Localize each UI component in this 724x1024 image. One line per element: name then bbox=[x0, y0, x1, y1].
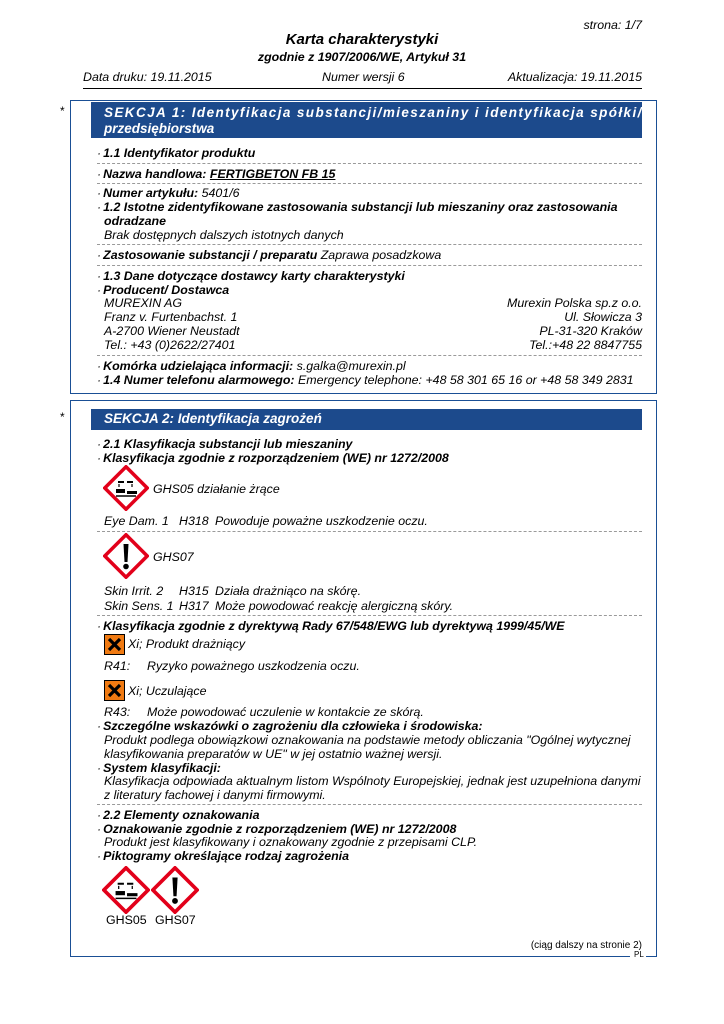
change-marker: * bbox=[60, 410, 65, 424]
distributor-city: PL-31-320 Kraków bbox=[539, 324, 642, 338]
xi-irritant-icon bbox=[104, 634, 125, 655]
bullet: · bbox=[97, 269, 102, 283]
product-identifier-heading: 1.1 Identyfikator produktu bbox=[103, 146, 256, 160]
identified-uses-heading-cont: odradzane bbox=[104, 214, 166, 228]
producer-name: MUREXIN AG bbox=[104, 296, 183, 310]
r43-code: R43: bbox=[104, 705, 131, 719]
emergency-label: 1.4 Numer telefonu alarmowego: bbox=[103, 373, 295, 387]
header-rule bbox=[83, 88, 642, 89]
bullet: · bbox=[97, 761, 102, 775]
pictogram-ghs05-label: GHS05 bbox=[106, 913, 147, 927]
supplier-heading: 1.3 Dane dotyczące dostawcy karty charakterystyki bbox=[103, 269, 405, 283]
section-1-title-line1: SEKCJA 1: Identyfikacja substancji/mieszaniny i identyfikacja spółki/ bbox=[104, 105, 643, 120]
classification-system-line2: z literatury fachowej i danymi firmowymi. bbox=[104, 788, 326, 802]
identified-uses-note: Brak dostępnych dalszych istotnych danych bbox=[104, 228, 344, 242]
bullet: · bbox=[97, 719, 102, 733]
article-number: 5401/6 bbox=[201, 186, 240, 200]
section-2-title bbox=[91, 409, 642, 430]
producer-street: Franz v. Furtenbachst. 1 bbox=[104, 310, 238, 324]
clp-labelling-text: Produkt jest klasyfikowany i oznakowany zgodnie z przepisami CLP. bbox=[104, 835, 478, 849]
continued-note: (ciąg dalszy na stronie 2) bbox=[530, 940, 642, 951]
bullet: · bbox=[97, 808, 102, 822]
divider bbox=[97, 804, 642, 805]
document-subtitle: zgodnie z 1907/2006/WE, Artykuł 31 bbox=[257, 50, 467, 64]
divider bbox=[97, 265, 642, 266]
classification-heading: 2.1 Klasyfikacja substancji lub mieszaniny bbox=[103, 437, 353, 451]
distributor-phone: Tel.:+48 22 8847755 bbox=[529, 338, 642, 352]
ghs07-label: GHS07 bbox=[153, 550, 194, 564]
change-marker: * bbox=[60, 104, 65, 118]
divider bbox=[97, 615, 642, 616]
classification-system-heading: System klasyfikacji: bbox=[103, 761, 221, 775]
bullet: · bbox=[97, 619, 102, 633]
version-number: Numer wersji 6 bbox=[322, 70, 405, 84]
clp-classification-heading: Klasyfikacja zgodnie z rozporządzeniem (WE) nr 1272/2008 bbox=[103, 451, 449, 465]
producer-phone: Tel.: +43 (0)2622/27401 bbox=[104, 338, 236, 352]
r41-text: Ryzyko poważnego uszkodzenia oczu. bbox=[147, 659, 360, 673]
divider bbox=[97, 531, 642, 532]
r43-text: Może powodować uczulenie w kontakcie ze skórą. bbox=[147, 705, 424, 719]
bullet: · bbox=[97, 373, 102, 387]
skin-irrit-code: H315 bbox=[179, 584, 209, 598]
clp-labelling-heading: Oznakowanie zgodnie z rozporządzeniem (WE) nr 1272/2008 bbox=[103, 822, 457, 836]
trade-name-label: Nazwa handlowa: bbox=[103, 167, 207, 181]
ghs05-corrosion-icon bbox=[103, 465, 149, 511]
footer-rule bbox=[70, 956, 630, 957]
ghs05-label: GHS05 działanie żrące bbox=[153, 482, 280, 496]
bullet: · bbox=[97, 849, 102, 863]
label-elements-heading: 2.2 Elementy oznakowania bbox=[103, 808, 260, 822]
identified-uses-heading: 1.2 Istotne zidentyfikowane zastosowania substancji lub mieszaniny oraz zastosowania bbox=[103, 200, 618, 214]
hazards-text-line2: klasyfikowania preparatów w UE" w jej ostatnio ważnej wersji. bbox=[104, 747, 443, 761]
section-1-title-line2: przedsiębiorstwa bbox=[104, 121, 215, 136]
eye-dam-class: Eye Dam. 1 bbox=[104, 514, 169, 528]
bullet: · bbox=[97, 283, 102, 297]
application-label: Zastosowanie substancji / preparatu bbox=[103, 248, 318, 262]
section-2-title-text: SEKCJA 2: Identyfikacja zagrożeń bbox=[104, 411, 322, 426]
info-contact-email[interactable]: s.galka@murexin.pl bbox=[296, 359, 406, 373]
xi-irritant-label: Xi; Produkt drażniący bbox=[128, 637, 246, 651]
bullet: · bbox=[97, 186, 102, 200]
skin-sens-code: H317 bbox=[179, 599, 209, 613]
eye-dam-text: Powoduje poważne uszkodzenie oczu. bbox=[215, 514, 428, 528]
bullet: · bbox=[97, 248, 102, 262]
footer-rule-end bbox=[646, 956, 656, 957]
dsd-classification-heading: Klasyfikacja zgodnie z dyrektywą Rady 67/548/EWG lub dyrektywą 1999/45/WE bbox=[103, 619, 565, 633]
update-date: Aktualizacja: 19.11.2015 bbox=[507, 70, 642, 84]
section-1-title bbox=[91, 102, 642, 138]
classification-system-line1: Klasyfikacja odpowiada aktualnym listom Wspólnoty Europejskiej, jednak jest uzupełniona danymi bbox=[104, 774, 641, 788]
pictograms-heading: Piktogramy określające rodzaj zagrożenia bbox=[103, 849, 349, 863]
bullet: · bbox=[97, 359, 102, 373]
emergency-phone: Emergency telephone: +48 58 301 65 16 or +48 58 349 2831 bbox=[298, 373, 634, 387]
divider bbox=[97, 355, 642, 356]
ghs05-corrosion-icon bbox=[102, 866, 150, 914]
bullet: · bbox=[97, 822, 102, 836]
bullet: · bbox=[97, 451, 102, 465]
hazards-heading: Szczególne wskazówki o zagrożeniu dla człowieka i środowiska: bbox=[103, 719, 483, 733]
skin-irrit-class: Skin Irrit. 2 bbox=[104, 584, 164, 598]
skin-irrit-text: Działa drażniąco na skórę. bbox=[215, 584, 362, 598]
eye-dam-code: H318 bbox=[179, 514, 209, 528]
info-contact-label: Komórka udzielająca informacji: bbox=[103, 359, 294, 373]
bullet: · bbox=[97, 200, 102, 214]
bullet: · bbox=[97, 437, 102, 451]
print-date: Data druku: 19.11.2015 bbox=[83, 70, 212, 84]
producer-label: Producent/ Dostawca bbox=[103, 283, 230, 297]
skin-sens-class: Skin Sens. 1 bbox=[104, 599, 174, 613]
language-code: PL bbox=[634, 950, 644, 959]
document-title: Karta charakterystyki bbox=[285, 31, 439, 48]
bullet: · bbox=[97, 167, 102, 181]
producer-city: A-2700 Wiener Neustadt bbox=[104, 324, 240, 338]
page-number: strona: 1/7 bbox=[583, 18, 642, 32]
bullet: · bbox=[97, 146, 102, 160]
article-number-label: Numer artykułu: bbox=[103, 186, 199, 200]
distributor-street: Ul. Słowicza 3 bbox=[564, 310, 642, 324]
ghs07-exclamation-icon bbox=[103, 533, 149, 579]
divider bbox=[97, 183, 642, 184]
ghs07-exclamation-icon bbox=[151, 866, 199, 914]
skin-sens-text: Może powodować reakcję alergiczną skóry. bbox=[215, 599, 454, 613]
pictogram-ghs07-label: GHS07 bbox=[155, 913, 196, 927]
distributor-name: Murexin Polska sp.z o.o. bbox=[507, 296, 642, 310]
trade-name: FERTIGBETON FB 15 bbox=[209, 167, 336, 181]
application-value: Zaprawa posadzkowa bbox=[320, 248, 442, 262]
xi-sensitising-label: Xi; Uczulające bbox=[128, 684, 207, 698]
hazards-text-line1: Produkt podlega obowiązkowi oznakowania na podstawie metody obliczania "Ogólnej wytycznej bbox=[104, 733, 631, 747]
xi-sensitising-icon bbox=[104, 680, 125, 701]
r41-code: R41: bbox=[104, 659, 131, 673]
divider bbox=[97, 163, 642, 164]
divider bbox=[97, 244, 642, 245]
